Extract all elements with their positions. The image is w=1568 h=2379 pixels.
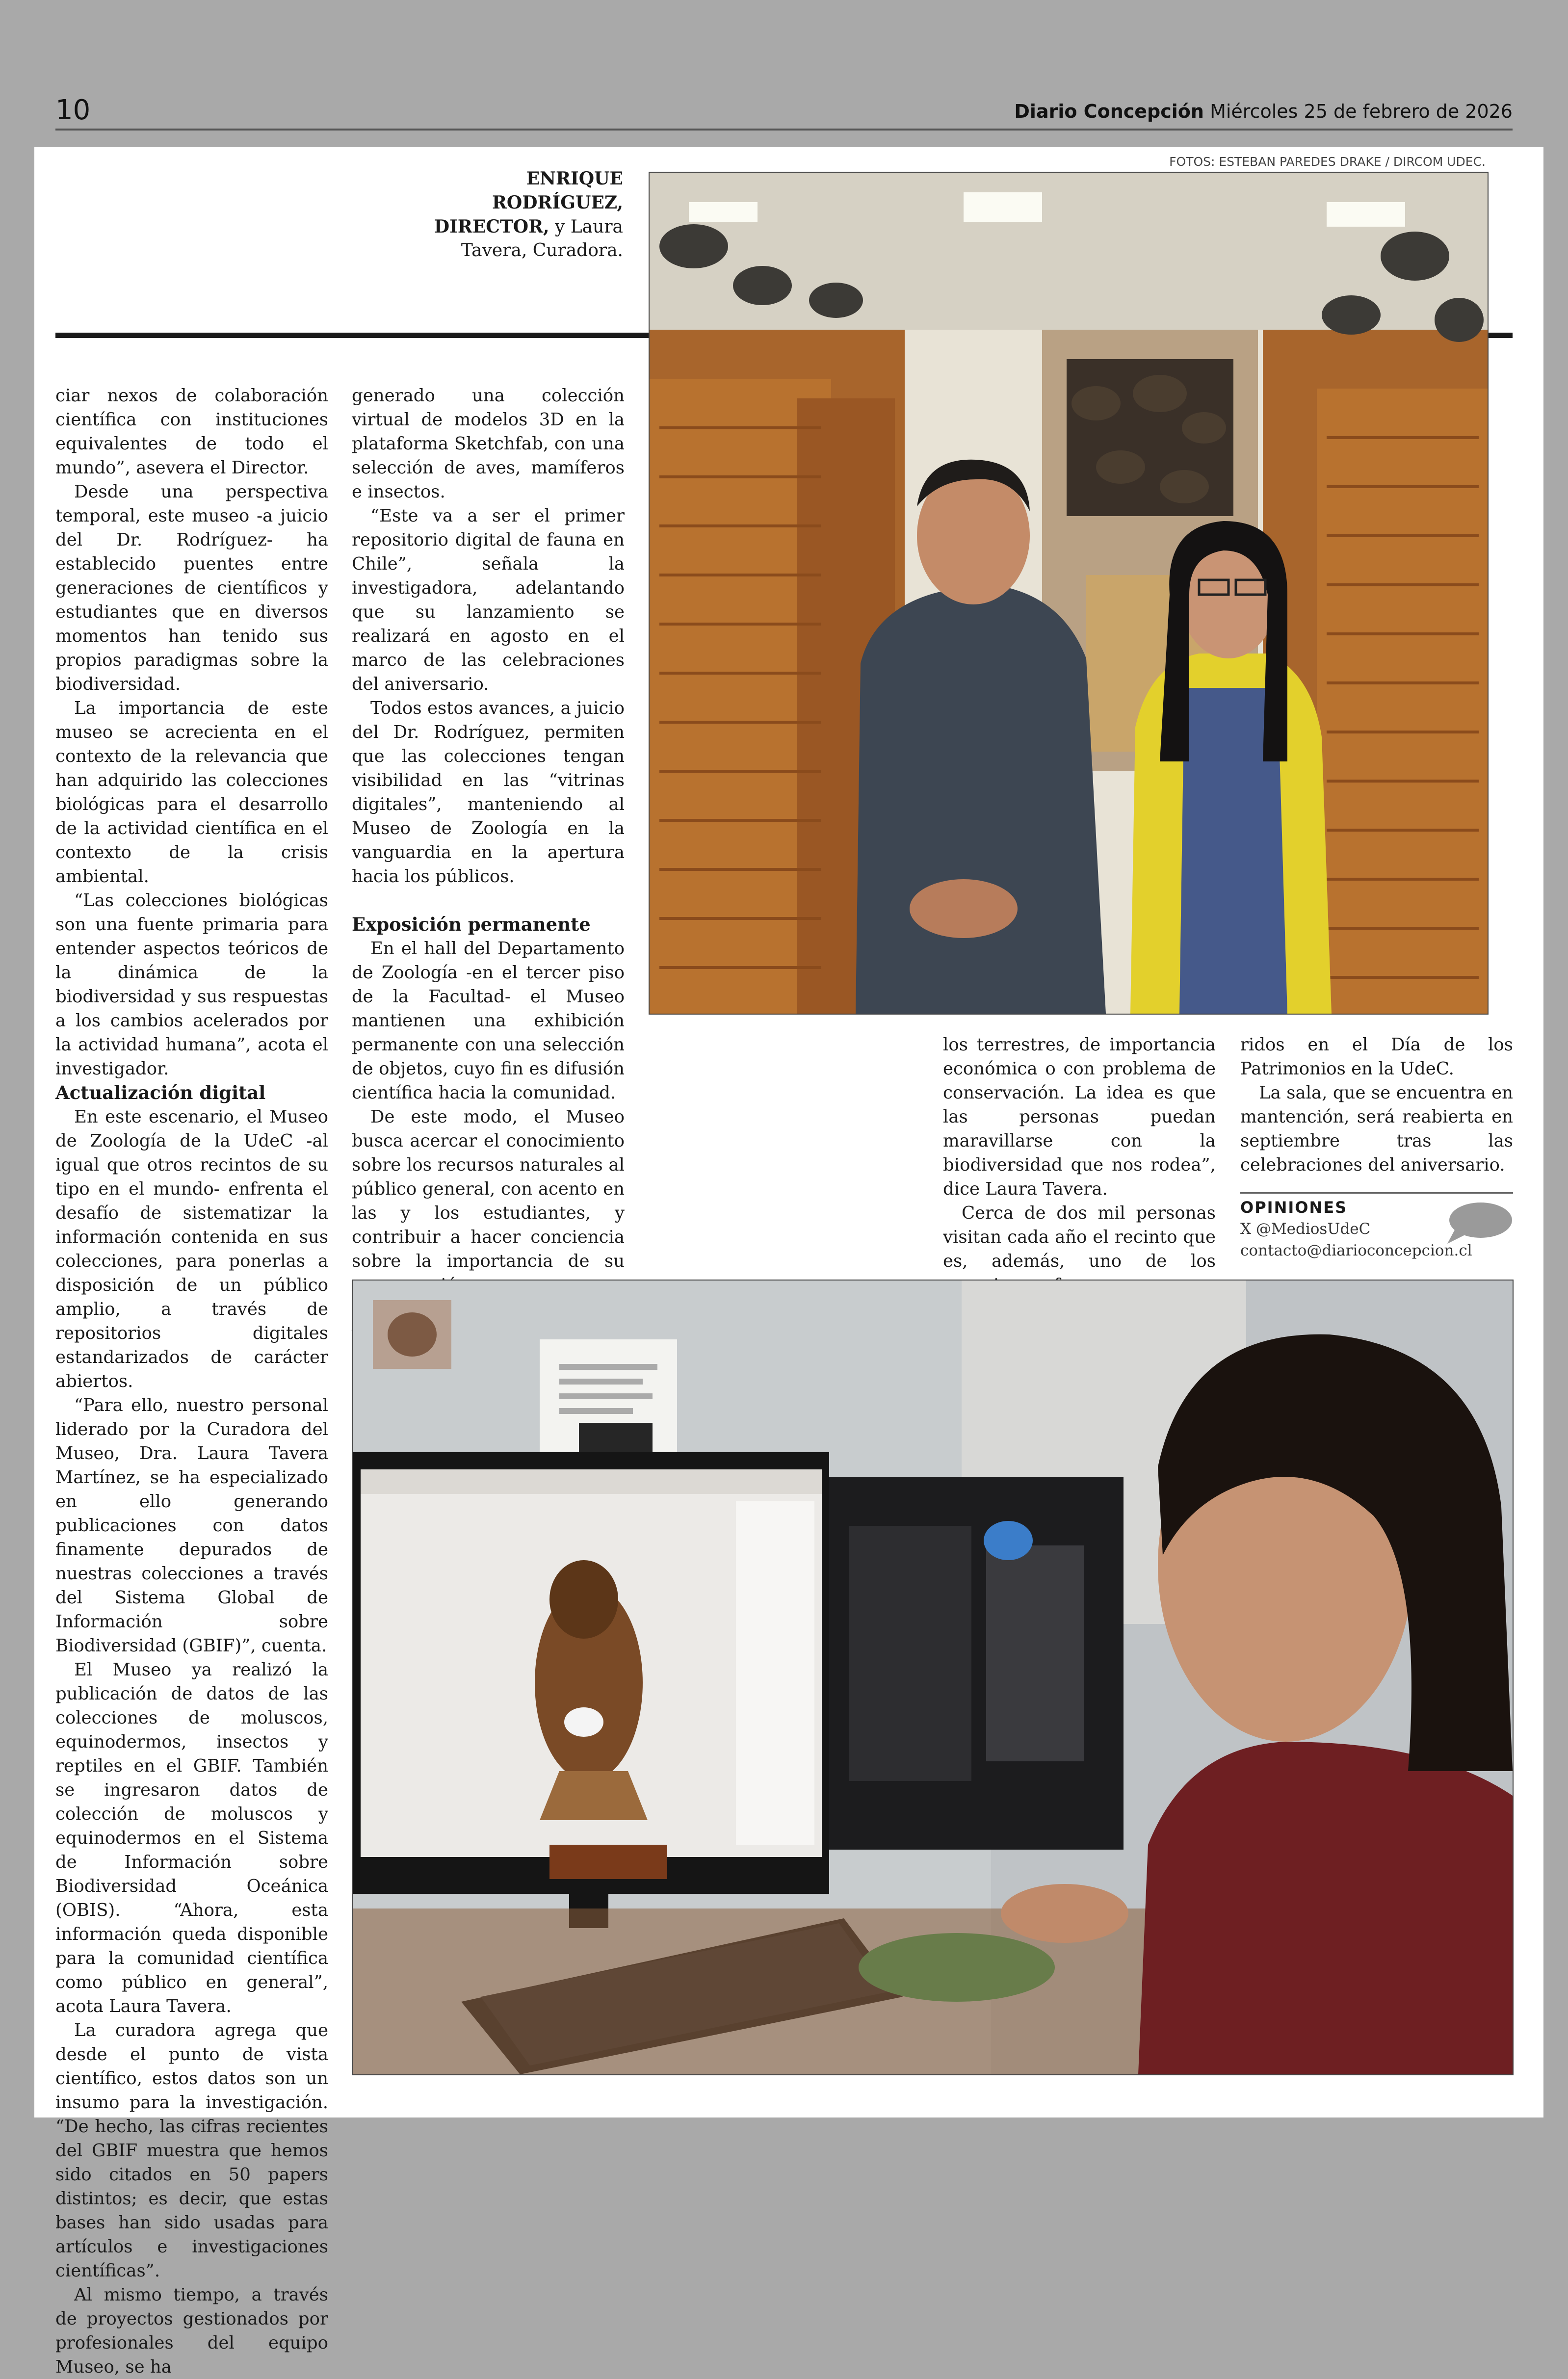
- caption-names: ENRIQUE RODRÍGUEZ, DIRECTOR,: [434, 168, 623, 237]
- paragraph: El Museo ya realizó la publicación de datos de las colecciones de moluscos, equinodermos, insectos y reptiles en el GBIF. También se ingresaron datos de colección de moluscos y equinodermos en el Sistema de Información sobre Biodiversidad Oceánica (OBIS). “Ahora, esta información queda disponible para la comunidad científica como público en general”, acota Laura Tavera.: [55, 1660, 328, 2016]
- paragraph: ridos en el Día de los Patrimonios en la UdeC.: [1240, 1035, 1513, 1079]
- paragraph: La importancia de este museo se acrecienta en el contexto de la relevancia que han adquirido las colecciones biológicas para el desarrollo de la actividad científica en el contexto de la crisis ambiental.: [55, 698, 328, 887]
- paragraph: “Las colecciones biológicas son una fuente primaria para entender aspectos teóricos de la dinámica de la biodiversidad y sus respuestas a los cambios acelerados por la actividad humana”, acota el investigador.: [55, 890, 328, 1079]
- paragraph: Desde una perspectiva temporal, este museo -a juicio del Dr. Rodríguez- ha establecido puentes entre generaciones de científicos y estudiantes que en diversos momentos han tenido sus propios paradigmas sobre la biodiversidad.: [55, 482, 328, 694]
- paragraph: Al mismo tiempo, a través de proyectos gestionados por profesionales del equipo Museo, se ha: [55, 2285, 328, 2377]
- photo-director-curator: [649, 172, 1489, 1015]
- paragraph: “Para ello, nuestro personal liderado por la Curadora del Museo, Dra. Laura Tavera Martínez, se ha especializado en ello generando publicaciones con datos finamente depurados de nuestras colecciones a través del Sistema Global de Información sobre Biodiversidad (GBIF)”, cuenta.: [55, 1395, 328, 1656]
- photo-caption: [402, 167, 623, 262]
- paragraph: En este escenario, el Museo de Zoología de la UdeC -al igual que otros recintos de su tipo en el mundo- enfrenta el desafío de sistematizar la información contenida en sus colecciones, para ponerlas a disposición de un público amplio, a través de repositorios digitales estandarizados de carácter abiertos.: [55, 1107, 328, 1391]
- opinions-title: OPINIONES: [1240, 1198, 1348, 1217]
- paragraph: “Este va a ser el primer repositorio digital de fauna en Chile”, señala la investigadora, adelantando que su lanzamiento se realizará en agosto en el marco de las celebraciones del aniversario.: [352, 506, 625, 694]
- photo-researcher-computer: [352, 1280, 1514, 2075]
- paragraph: generado una colección virtual de modelos 3D en la plataforma Sketchfab, con una selección de aves, mamíferos e insectos.: [352, 386, 625, 502]
- subheading-exposicion-permanente: Exposición permanente: [352, 914, 591, 935]
- publication-date: Miércoles 25 de febrero de 2026: [1210, 101, 1513, 122]
- paragraph: Cerca de dos mil personas visitan cada año el recinto que es, además, uno de los: [943, 1203, 1216, 1271]
- article-column-2: [352, 384, 625, 1271]
- article-column-3: [943, 1033, 1216, 1271]
- page-number: 10: [55, 94, 91, 126]
- subheading-actualizacion-digital: Actualización digital: [55, 1082, 266, 1103]
- header-publication-line: [1014, 101, 1513, 122]
- opinions-social: X @MediosUdeC: [1240, 1220, 1371, 1238]
- photo-credit: FOTOS: ESTEBAN PAREDES DRAKE / DIRCOM UDEC.: [1169, 155, 1486, 169]
- page-header: [0, 0, 1568, 147]
- spacer: [352, 889, 625, 913]
- opinions-email: contacto@diarioconcepcion.cl: [1240, 1242, 1472, 1259]
- opinions-box: [1240, 1192, 1513, 1261]
- header-rule: [55, 129, 1513, 131]
- paragraph: La curadora agrega que desde el punto de vista científico, estos datos son un insumo para la investigación. “De hecho, las cifras recientes del GBIF muestra que hemos sido citados en 50 papers distintos; es decir, que estas bases han sido usadas para artículos e investigaciones científicas”.: [55, 2020, 328, 2281]
- paragraph: los terrestres, de importancia económica o con problema de conservación. La idea es que las personas puedan maravillarse con la biodiversidad que nos rodea”, dice Laura Tavera.: [943, 1035, 1216, 1199]
- opinions-rule: [1240, 1192, 1513, 1194]
- paragraph: De este modo, el Museo busca acercar el conocimiento sobre los recursos naturales al público general, con acento en las y los estudiantes, y contribuir a hacer conciencia sobre la importancia de su: [352, 1107, 625, 1271]
- paragraph: En el hall del Departamento de Zoología -en el tercer piso de la Facultad- el Museo mantienen una exhibición permanente con una selección de objetos, cuyo fin es difusión científica hacia la comunidad.: [352, 939, 625, 1103]
- speech-bubble-icon: [1444, 1201, 1513, 1246]
- caption-rest: y Laura Tavera, Curadora.: [461, 217, 623, 261]
- paragraph: La sala, que se encuentra en mantención, será reabierta en septiembre tras las celebraciones del aniversario.: [1240, 1083, 1513, 1175]
- article-column-1: [55, 384, 328, 2377]
- museum-hall-photo: [650, 173, 1488, 1014]
- researcher-workstation-photo: [353, 1281, 1513, 2074]
- article-column-4: [1240, 1033, 1513, 1180]
- paragraph: Todos estos avances, a juicio del Dr. Rodríguez, permiten que las colecciones tengan visibilidad en las “vitrinas digitales”, manteniendo al Museo de Zoología en la vanguardia en la apertura hacia los públicos.: [352, 698, 625, 887]
- publication-name: Diario Concepción: [1014, 101, 1204, 122]
- paragraph: ciar nexos de colaboración científica con instituciones equivalentes de todo el mundo”, asevera el Director.: [55, 386, 328, 478]
